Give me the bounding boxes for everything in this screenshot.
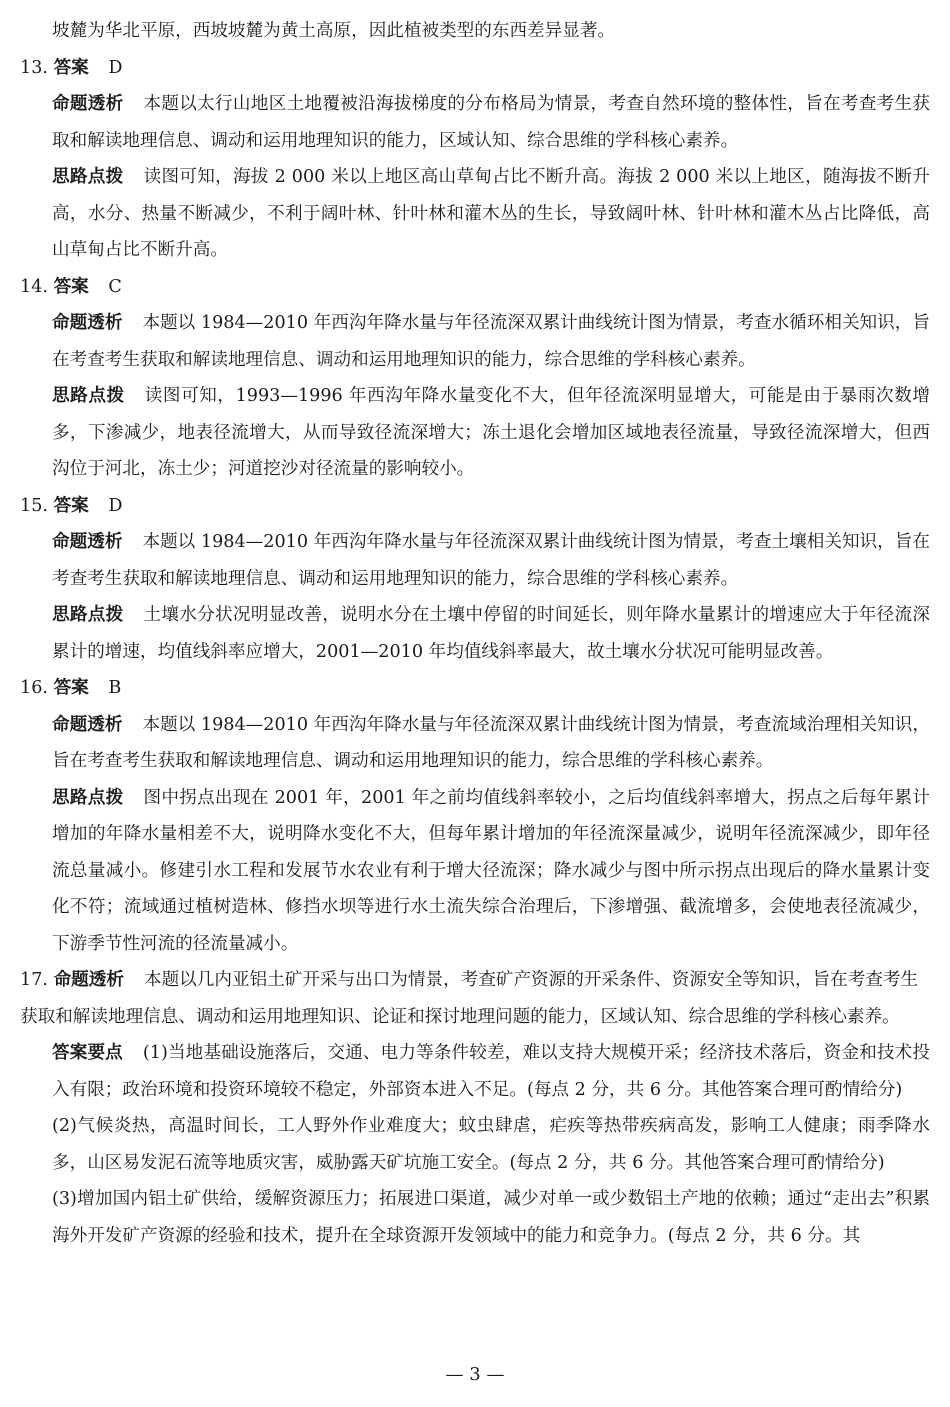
answer-choice: C bbox=[108, 276, 122, 297]
analysis-text: 本题以 1984—2010 年西沟年降水量与年径流深双累计曲线统计图为情景，考查土壤相关知识，旨在考查考生获取和解读地理信息、调动和运用地理知识的能力，综合思维的学科核心素养。 bbox=[52, 532, 930, 589]
question-13 bbox=[20, 50, 930, 269]
hint-label: 思路点拨 bbox=[52, 787, 124, 808]
analysis-label: 命题透析 bbox=[52, 714, 123, 735]
analysis-label: 命题透析 bbox=[52, 94, 124, 114]
q17-key-point-3: (3)增加国内铝土矿供给，缓解资源压力；拓展进口渠道，减少对单一或少数铝土产地的依赖；通过“走出去”积累海外开发矿产资源的经验和技术，提升在全球资源开发领域中的能力和竞争力。(每点 2 分，共 6 分。其 bbox=[52, 1189, 930, 1246]
question-number: 17. bbox=[20, 970, 48, 990]
q15-hint bbox=[20, 597, 930, 670]
key-points-label: 答案要点 bbox=[52, 1043, 123, 1063]
q13-hint bbox=[20, 159, 930, 269]
question-number: 13. bbox=[20, 57, 48, 78]
analysis-label: 命题透析 bbox=[52, 313, 123, 333]
q17-key-point-2: (2)气候炎热，高温时间长，工人野外作业难度大；蚊虫肆虐，疟疾等热带疾病高发，影响工人健康；雨季降水多，山区易发泥石流等地质灾害，威胁露天矿坑施工安全。(每点 2 分，共 6 分。其他答案合理可酌情给分) bbox=[52, 1116, 930, 1173]
q14-hint bbox=[20, 378, 930, 488]
question-number: 16. bbox=[20, 678, 48, 698]
q16-analysis bbox=[20, 707, 930, 780]
hint-text: 图中拐点出现在 2001 年，2001 年之前均值线斜率较小，之后均值线斜率增大，拐点之后每年累计增加的年降水量相差不大，说明降水变化不大，但每年累计增加的年径流深量减少，说明年径流深减少，即年径流总量减小。修建引水工程和发展节水农业有利于增大径流深；降水减少与图中所示拐点出现后的降水量累计变化不符；流域通过植树造林、修挡水坝等进行水土流失综合治理后，下渗增强、截流增多，会使地表径流减少，下游季节性河流的径流量减小。 bbox=[52, 787, 930, 954]
hint-label: 思路点拨 bbox=[52, 605, 124, 625]
analysis-text: 本题以太行山地区土地覆被沿海拔梯度的分布格局为情景，考查自然环境的整体性，旨在考查考生获取和解读地理信息、调动和运用地理知识的能力，区域认知、综合思维的学科核心素养。 bbox=[52, 94, 930, 151]
q16-hint bbox=[20, 780, 930, 963]
page-number: — 3 — bbox=[445, 1364, 505, 1385]
question-number: 15. bbox=[20, 495, 48, 516]
answer-choice: D bbox=[108, 495, 123, 516]
analysis-text: 本题以几内亚铝土矿开采与出口为情景，考查矿产资源的开采条件、资源安全等知识，旨在考查考生获取和解读地理信息、调动和运用地理知识、论证和探讨地理问题的能力，区域认知、综合思维的学科核心素养。 bbox=[20, 970, 919, 1027]
hint-text: 读图可知，海拔 2 000 米以上地区高山草甸占比不断升高。海拔 2 000 米以上地区，随海拔不断升高，水分、热量不断减少，不利于阔叶林、针叶林和灌木丛的生长，导致阔叶林、针叶林和灌木丛占比降低，高山草甸占比不断升高。 bbox=[52, 167, 930, 260]
analysis-text: 本题以 1984—2010 年西沟年降水量与年径流深双累计曲线统计图为情景，考查水循环相关知识，旨在考查考生获取和解读地理信息、调动和运用地理知识的能力，综合思维的学科核心素养。 bbox=[52, 313, 930, 370]
question-14 bbox=[20, 269, 930, 488]
q15-analysis bbox=[20, 524, 930, 597]
answer-label: 答案 bbox=[53, 57, 89, 78]
answer-label: 答案 bbox=[53, 276, 89, 297]
q13-answer-line bbox=[20, 50, 930, 87]
question-17 bbox=[20, 962, 930, 1254]
q13-analysis bbox=[20, 86, 930, 159]
question-number: 14. bbox=[20, 276, 48, 297]
hint-label: 思路点拨 bbox=[52, 386, 125, 406]
q15-answer-line bbox=[20, 488, 930, 525]
question-16 bbox=[20, 670, 930, 962]
hint-label: 思路点拨 bbox=[52, 167, 124, 187]
answer-label: 答案 bbox=[53, 678, 89, 698]
q14-answer-line bbox=[20, 269, 930, 306]
hint-text: 读图可知，1993—1996 年西沟年降水量变化不大，但年径流深明显增大，可能是由于暴雨次数增多，下渗减少，地表径流增大，从而导致径流深增大；冻土退化会增加区域地表径流量，导致径流深增大，但西沟位于河北，冻土少；河道挖沙对径流量的影响较小。 bbox=[52, 386, 930, 479]
analysis-label: 命题透析 bbox=[53, 970, 124, 990]
answer-label: 答案 bbox=[53, 495, 89, 516]
q16-answer-line bbox=[20, 670, 930, 707]
analysis-text: 本题以 1984—2010 年西沟年降水量与年径流深双累计曲线统计图为情景，考查流域治理相关知识，旨在考查考生获取和解读地理信息、调动和运用地理知识的能力，综合思维的学科核心素养。 bbox=[52, 714, 930, 771]
answer-choice: B bbox=[108, 678, 122, 698]
page-content bbox=[20, 13, 930, 1254]
q17-key-point-1 bbox=[20, 1035, 930, 1108]
q17-analysis bbox=[20, 962, 930, 1035]
continued-paragraph: 坡麓为华北平原，西坡坡麓为黄土高原，因此植被类型的东西差异显著。 bbox=[52, 21, 616, 41]
question-15 bbox=[20, 488, 930, 671]
q14-analysis bbox=[20, 305, 930, 378]
answer-choice: D bbox=[108, 57, 123, 78]
key-point-text: (1)当地基础设施落后，交通、电力等条件较差，难以支持大规模开采；经济技术落后，资金和技术投入有限；政治环境和投资环境较不稳定，外部资本进入不足。(每点 2 分，共 6 分。其他答案合理可酌情给分) bbox=[52, 1043, 930, 1100]
analysis-label: 命题透析 bbox=[52, 532, 123, 552]
hint-text: 土壤水分状况明显改善，说明水分在土壤中停留的时间延长，则年降水量累计的增速应大于年径流深累计的增速，均值线斜率应增大，2001—2010 年均值线斜率最大，故土壤水分状况可能明显改善。 bbox=[52, 605, 930, 662]
